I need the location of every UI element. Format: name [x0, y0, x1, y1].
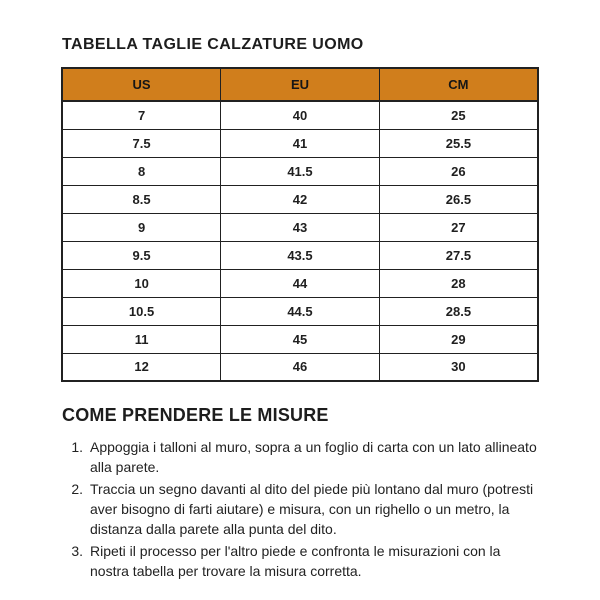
- cell-us: 9.5: [62, 241, 221, 269]
- cell-cm: 27.5: [379, 241, 538, 269]
- cell-cm: 28.5: [379, 297, 538, 325]
- cell-eu: 46: [221, 353, 380, 381]
- cell-us: 11: [62, 325, 221, 353]
- cell-eu: 42: [221, 185, 380, 213]
- cell-cm: 26.5: [379, 185, 538, 213]
- table-row: [62, 157, 538, 185]
- cell-eu: 45: [221, 325, 380, 353]
- cell-cm: 25: [379, 101, 538, 129]
- list-item-text: Appoggia i talloni al muro, sopra a un foglio di carta con un lato allineato alla parete.: [90, 439, 537, 475]
- size-table-header-row: [62, 68, 538, 101]
- cell-cm: 30: [379, 353, 538, 381]
- cell-us: 12: [62, 353, 221, 381]
- list-item-text: Ripeti il processo per l'altro piede e confronta le misurazioni con la nostra tabella per trovare la misura corretta.: [90, 543, 501, 579]
- cell-eu: 41.5: [221, 157, 380, 185]
- size-table-header-cm: CM: [379, 68, 538, 101]
- cell-cm: 29: [379, 325, 538, 353]
- cell-us: 9: [62, 213, 221, 241]
- list-item: [70, 541, 539, 581]
- cell-us: 10: [62, 269, 221, 297]
- list-item-number: 3.: [71, 543, 83, 559]
- cell-eu: 43.5: [221, 241, 380, 269]
- cell-eu: 41: [221, 129, 380, 157]
- table-row: [62, 185, 538, 213]
- cell-us: 10.5: [62, 297, 221, 325]
- list-item-number: 1.: [71, 439, 83, 455]
- table-row: [62, 241, 538, 269]
- size-table-header-us: US: [62, 68, 221, 101]
- list-item-number: 2.: [71, 481, 83, 497]
- page-title: TABELLA TAGLIE CALZATURE UOMO: [62, 36, 364, 53]
- table-row: [62, 129, 538, 157]
- cell-eu: 40: [221, 101, 380, 129]
- cell-cm: 28: [379, 269, 538, 297]
- table-row: [62, 353, 538, 381]
- cell-us: 7: [62, 101, 221, 129]
- list-item: [70, 437, 539, 477]
- cell-eu: 44: [221, 269, 380, 297]
- cell-cm: 27: [379, 213, 538, 241]
- list-item: [70, 479, 539, 539]
- table-row: [62, 269, 538, 297]
- cell-eu: 44.5: [221, 297, 380, 325]
- cell-eu: 43: [221, 213, 380, 241]
- cell-us: 7.5: [62, 129, 221, 157]
- table-row: [62, 325, 538, 353]
- table-row: [62, 101, 538, 129]
- cell-us: 8: [62, 157, 221, 185]
- table-row: [62, 213, 538, 241]
- cell-cm: 26: [379, 157, 538, 185]
- cell-us: 8.5: [62, 185, 221, 213]
- instructions-heading: COME PRENDERE LE MISURE: [62, 405, 329, 425]
- list-item-text: Traccia un segno davanti al dito del piede più lontano dal muro (potresti aver bisogno di farti aiutare) e misura, con un righello o un metro, la distanza dalla parete alla punta del dito.: [90, 481, 534, 537]
- table-row: [62, 297, 538, 325]
- cell-cm: 25.5: [379, 129, 538, 157]
- size-table: [61, 67, 539, 382]
- instructions-list: [70, 437, 539, 581]
- size-table-header-eu: EU: [221, 68, 380, 101]
